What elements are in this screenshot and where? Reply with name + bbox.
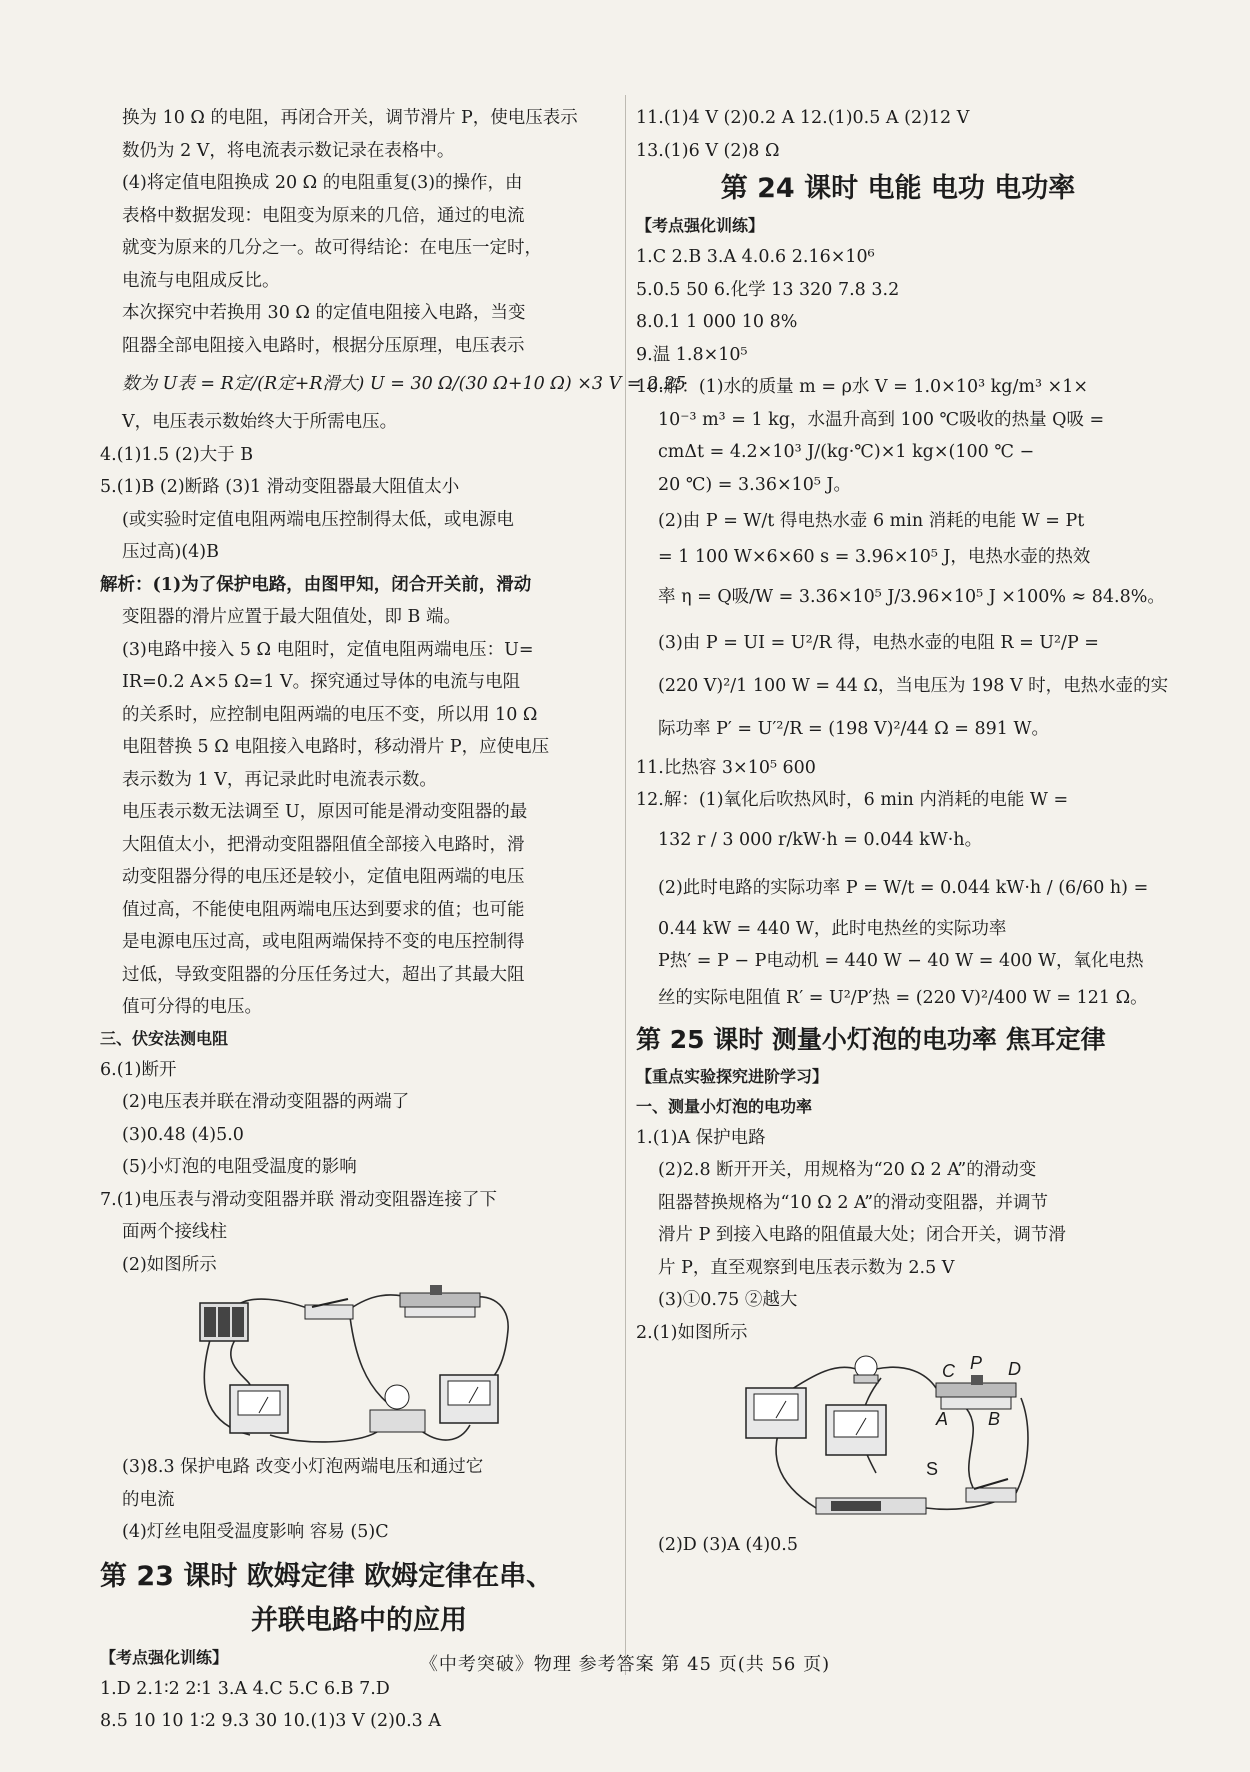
training-label: 【考点强化训练】 [100, 1647, 229, 1667]
answer-10-cont: (220 V)²/1 100 W = 44 Ω，当电压为 198 V 时，电热水壶的实 [658, 675, 1169, 696]
answer-12: 12.解：(1)氧化后吹热风时，6 min 内消耗的电能 W = [636, 790, 1069, 810]
answer-4: 4.(1)1.5 (2)大于 B [100, 444, 254, 465]
answer-10-cont: (2)由 P = W/t 得电热水壶 6 min 消耗的电能 W = Pt [658, 511, 1085, 531]
answer-1-cont: 阻器替换规格为“10 Ω 2 A”的滑动变阻器，并调节 [658, 1192, 1049, 1213]
analysis-line: 表示数为 1 V，再记录此时电流表示数。 [122, 769, 437, 790]
answer-10: 10.解：(1)水的质量 m = ρ水 V = 1.0×10³ kg/m³ ×1× [636, 377, 1089, 397]
analysis-line: 是电源电压过高，或电阻两端保持不变的电压控制得 [122, 932, 525, 952]
analysis-line: 解析：(1)为了保护电路，由图甲知，闭合开关前，滑动 [100, 574, 532, 595]
answer-line: 5.0.5 50 6.化学 13 320 7.8 3.2 [636, 279, 900, 300]
answer-10-cont: cmΔt = 4.2×10³ J/(kg·℃)×1 kg×(100 ℃ − [658, 442, 1035, 462]
ammeter-icon [230, 1385, 288, 1433]
answer-10-cont: = 1 100 W×6×60 s = 3.96×10⁵ J，电热水壶的热效 [658, 547, 1091, 567]
lamp-icon [854, 1356, 878, 1383]
analysis-line: 电阻替换 5 Ω 电阻接入电路时，移动滑片 P，应使电压 [122, 737, 550, 757]
answer-7: 7.(1)电压表与滑动变阻器并联 滑动变阻器连接了下 [100, 1189, 498, 1210]
label-d: D [1008, 1359, 1021, 1379]
battery-icon [816, 1498, 926, 1514]
analysis-line: 值可分得的电压。 [122, 997, 262, 1017]
analysis-line: 电压表示数无法调至 U，原因可能是滑动变阻器的最 [122, 802, 528, 822]
lesson-24-title: 第 24 课时 电能 电功 电功率 [720, 173, 1076, 204]
answer-line: 8.5 10 10 1∶2 9.3 30 10.(1)3 V (2)0.3 A [100, 1711, 442, 1731]
section-heading: 三、伏安法测电阻 [100, 1028, 229, 1048]
analysis-line: 过低，导致变阻器的分压任务过大，超出了其最大阻 [122, 964, 525, 985]
circuit-diagram [636, 1353, 1160, 1523]
answer-11: 11.比热容 3×10⁵ 600 [636, 757, 816, 778]
answer-7-cont: (4)灯丝电阻受温度影响 容易 (5)C [122, 1522, 389, 1542]
answer-2: 2.(1)如图所示 [636, 1322, 748, 1343]
column-divider [625, 95, 626, 1675]
answer-12-cont: 132 r / 3 000 r/kW·h = 0.044 kW·h。 [658, 829, 983, 850]
label-p: P [970, 1353, 983, 1373]
answer-10-cont: 率 η = Q吸/W = 3.36×10⁵ J/3.96×10⁵ J ×100% ≈ 84.8%。 [658, 586, 1165, 607]
lamp-icon [370, 1385, 425, 1432]
right-column [636, 102, 1169, 1562]
switch-icon [305, 1299, 353, 1319]
analysis-line: 变阻器的滑片应置于最大阻值处，即 B 端。 [122, 607, 461, 627]
answer-line: 8.0.1 1 000 10 8% [636, 312, 798, 332]
text-line: 表格中数据发现：电阻变为原来的几倍，通过的电流 [122, 205, 525, 226]
answer-6-cont: (5)小灯泡的电阻受温度的影响 [122, 1157, 357, 1177]
lesson-23-title: 第 23 课时 欧姆定律 欧姆定律在串、 [100, 1560, 554, 1592]
training-label: 【考点强化训练】 [636, 216, 765, 235]
answer-10-cont: 20 ℃) = 3.36×10⁵ J。 [658, 474, 852, 495]
answer-6-cont: (2)电压表并联在滑动变阻器的两端了 [122, 1092, 410, 1112]
text-line: 换为 10 Ω 的电阻，再闭合开关，调节滑片 P，使电压表示 [122, 108, 578, 128]
analysis-line: 值过高，不能使电阻两端电压达到要求的值；也可能 [122, 899, 525, 920]
text-line: 阻器全部电阻接入电路时，根据分压原理，电压表示 [122, 335, 525, 356]
answer-2-cont: (2)D (3)A (4)0.5 [658, 1535, 798, 1555]
answer-line: 1.D 2.1∶2 2∶1 3.A 4.C 5.C 6.B 7.D [100, 1678, 390, 1699]
analysis-line: 的关系时，应控制电阻两端的电压不变，所以用 10 Ω [122, 704, 538, 725]
battery-icon [200, 1303, 248, 1341]
answer-6-cont: (3)0.48 (4)5.0 [122, 1124, 244, 1145]
answer-1-cont: (2)2.8 断开开关，用规格为“20 Ω 2 A”的滑动变 [658, 1160, 1037, 1180]
answer-7-cont: 面两个接线柱 [122, 1222, 227, 1242]
answer-7-cont: 的电流 [122, 1489, 175, 1510]
answer-line: 11.(1)4 V (2)0.2 A 12.(1)0.5 A (2)12 V [636, 108, 970, 128]
label-b: B [988, 1409, 1001, 1429]
answer-7-cont: (2)如图所示 [122, 1254, 217, 1275]
answer-10-cont: 际功率 P′ = U′²/R = (198 V)²/44 Ω = 891 W。 [658, 718, 1049, 739]
answer-10-cont: (3)由 P = UI = U²/R 得，电热水壶的电阻 R = U²/P = [658, 632, 1099, 653]
voltmeter-icon [440, 1375, 498, 1423]
text-line: (4)将定值电阻换成 20 Ω 的电阻重复(3)的操作，由 [122, 173, 523, 193]
answer-12-cont: P热′ = P − P电动机 = 440 W − 40 W = 400 W，氧化电热 [658, 951, 1144, 971]
experiment-label: 【重点实验探究进阶学习】 [636, 1066, 829, 1086]
answer-5-cont: (或实验时定值电阻两端电压控制得太低，或电源电 [122, 509, 514, 530]
text-line: 数仍为 2 V，将电流表示数记录在表格中。 [122, 140, 455, 161]
answer-1-cont: (3)①0.75 ②越大 [658, 1290, 798, 1310]
switch-icon [966, 1479, 1016, 1502]
label-a: A [936, 1409, 949, 1429]
ammeter-icon [746, 1388, 806, 1438]
circuit-figure-left [100, 1285, 618, 1445]
answer-1: 1.(1)A 保护电路 [636, 1127, 766, 1148]
text-line: 电流与电阻成反比。 [122, 270, 280, 291]
answer-12-cont: 0.44 kW = 440 W，此时电热丝的实际功率 [658, 918, 1007, 939]
answer-5: 5.(1)B (2)断路 (3)1 滑动变阻器最大阻值太小 [100, 477, 460, 497]
lesson-25-title: 第 25 课时 测量小灯泡的电功率 焦耳定律 [636, 1024, 1106, 1054]
circuit-figure-right [636, 1353, 1160, 1523]
answer-12-cont: 丝的实际电阻值 R′ = U²/P′热 = (220 V)²/400 W = 121 Ω。 [658, 987, 1148, 1008]
lesson-23-title-cont: 并联电路中的应用 [251, 1604, 467, 1636]
answer-12-cont: (2)此时电路的实际功率 P = W/t = 0.044 kW·h / (6/60 h) = [658, 877, 1149, 898]
section-heading: 一、测量小灯泡的电功率 [636, 1096, 813, 1116]
analysis-line: 大阻值太小，把滑动变阻器阻值全部接入电路时，滑 [122, 834, 525, 855]
rheostat-icon [400, 1285, 480, 1317]
analysis-line: (3)电路中接入 5 Ω 电阻时，定值电阻两端电压：U= [122, 639, 534, 660]
answer-10-cont: 10⁻³ m³ = 1 kg，水温升高到 100 ℃吸收的热量 Q吸 = [658, 409, 1105, 430]
answer-6: 6.(1)断开 [100, 1059, 177, 1080]
answer-1-cont: 滑片 P 到接入电路的阻值最大处；闭合开关，调节滑 [658, 1225, 1066, 1245]
text-line: V，电压表示数始终大于所需电压。 [122, 412, 398, 432]
answer-1-cont: 片 P，直至观察到电压表示数为 2.5 V [658, 1257, 955, 1278]
answer-7-cont: (3)8.3 保护电路 改变小灯泡两端电压和通过它 [122, 1457, 484, 1477]
analysis-line: IR=0.2 A×5 Ω=1 V。探究通过导体的电流与电阻 [122, 672, 521, 692]
label-c: C [942, 1361, 955, 1381]
formula-line: 数为 U表 = R定/(R定+R滑大) U = 30 Ω/(30 Ω+10 Ω) ×3 V = 2.25 [122, 374, 686, 394]
label-s: S [926, 1459, 939, 1479]
voltmeter-icon [826, 1405, 886, 1455]
analysis-line: 动变阻器分得的电压还是较小，定值电阻两端的电压 [122, 867, 525, 887]
circuit-diagram [100, 1285, 618, 1445]
answer-5-cont: 压过高)(4)B [122, 542, 219, 562]
text-line: 本次探究中若换用 30 Ω 的定值电阻接入电路，当变 [122, 303, 526, 323]
page-footer: 《中考突破》物理 参考答案 第 45 页(共 56 页) [419, 1654, 831, 1675]
text-line: 就变为原来的几分之一。故可得结论：在电压一定时， [122, 238, 542, 258]
answer-line: 1.C 2.B 3.A 4.0.6 2.16×10⁶ [636, 247, 875, 267]
answer-line: 13.(1)6 V (2)8 Ω [636, 140, 780, 161]
answer-line: 9.温 1.8×10⁵ [636, 344, 748, 365]
